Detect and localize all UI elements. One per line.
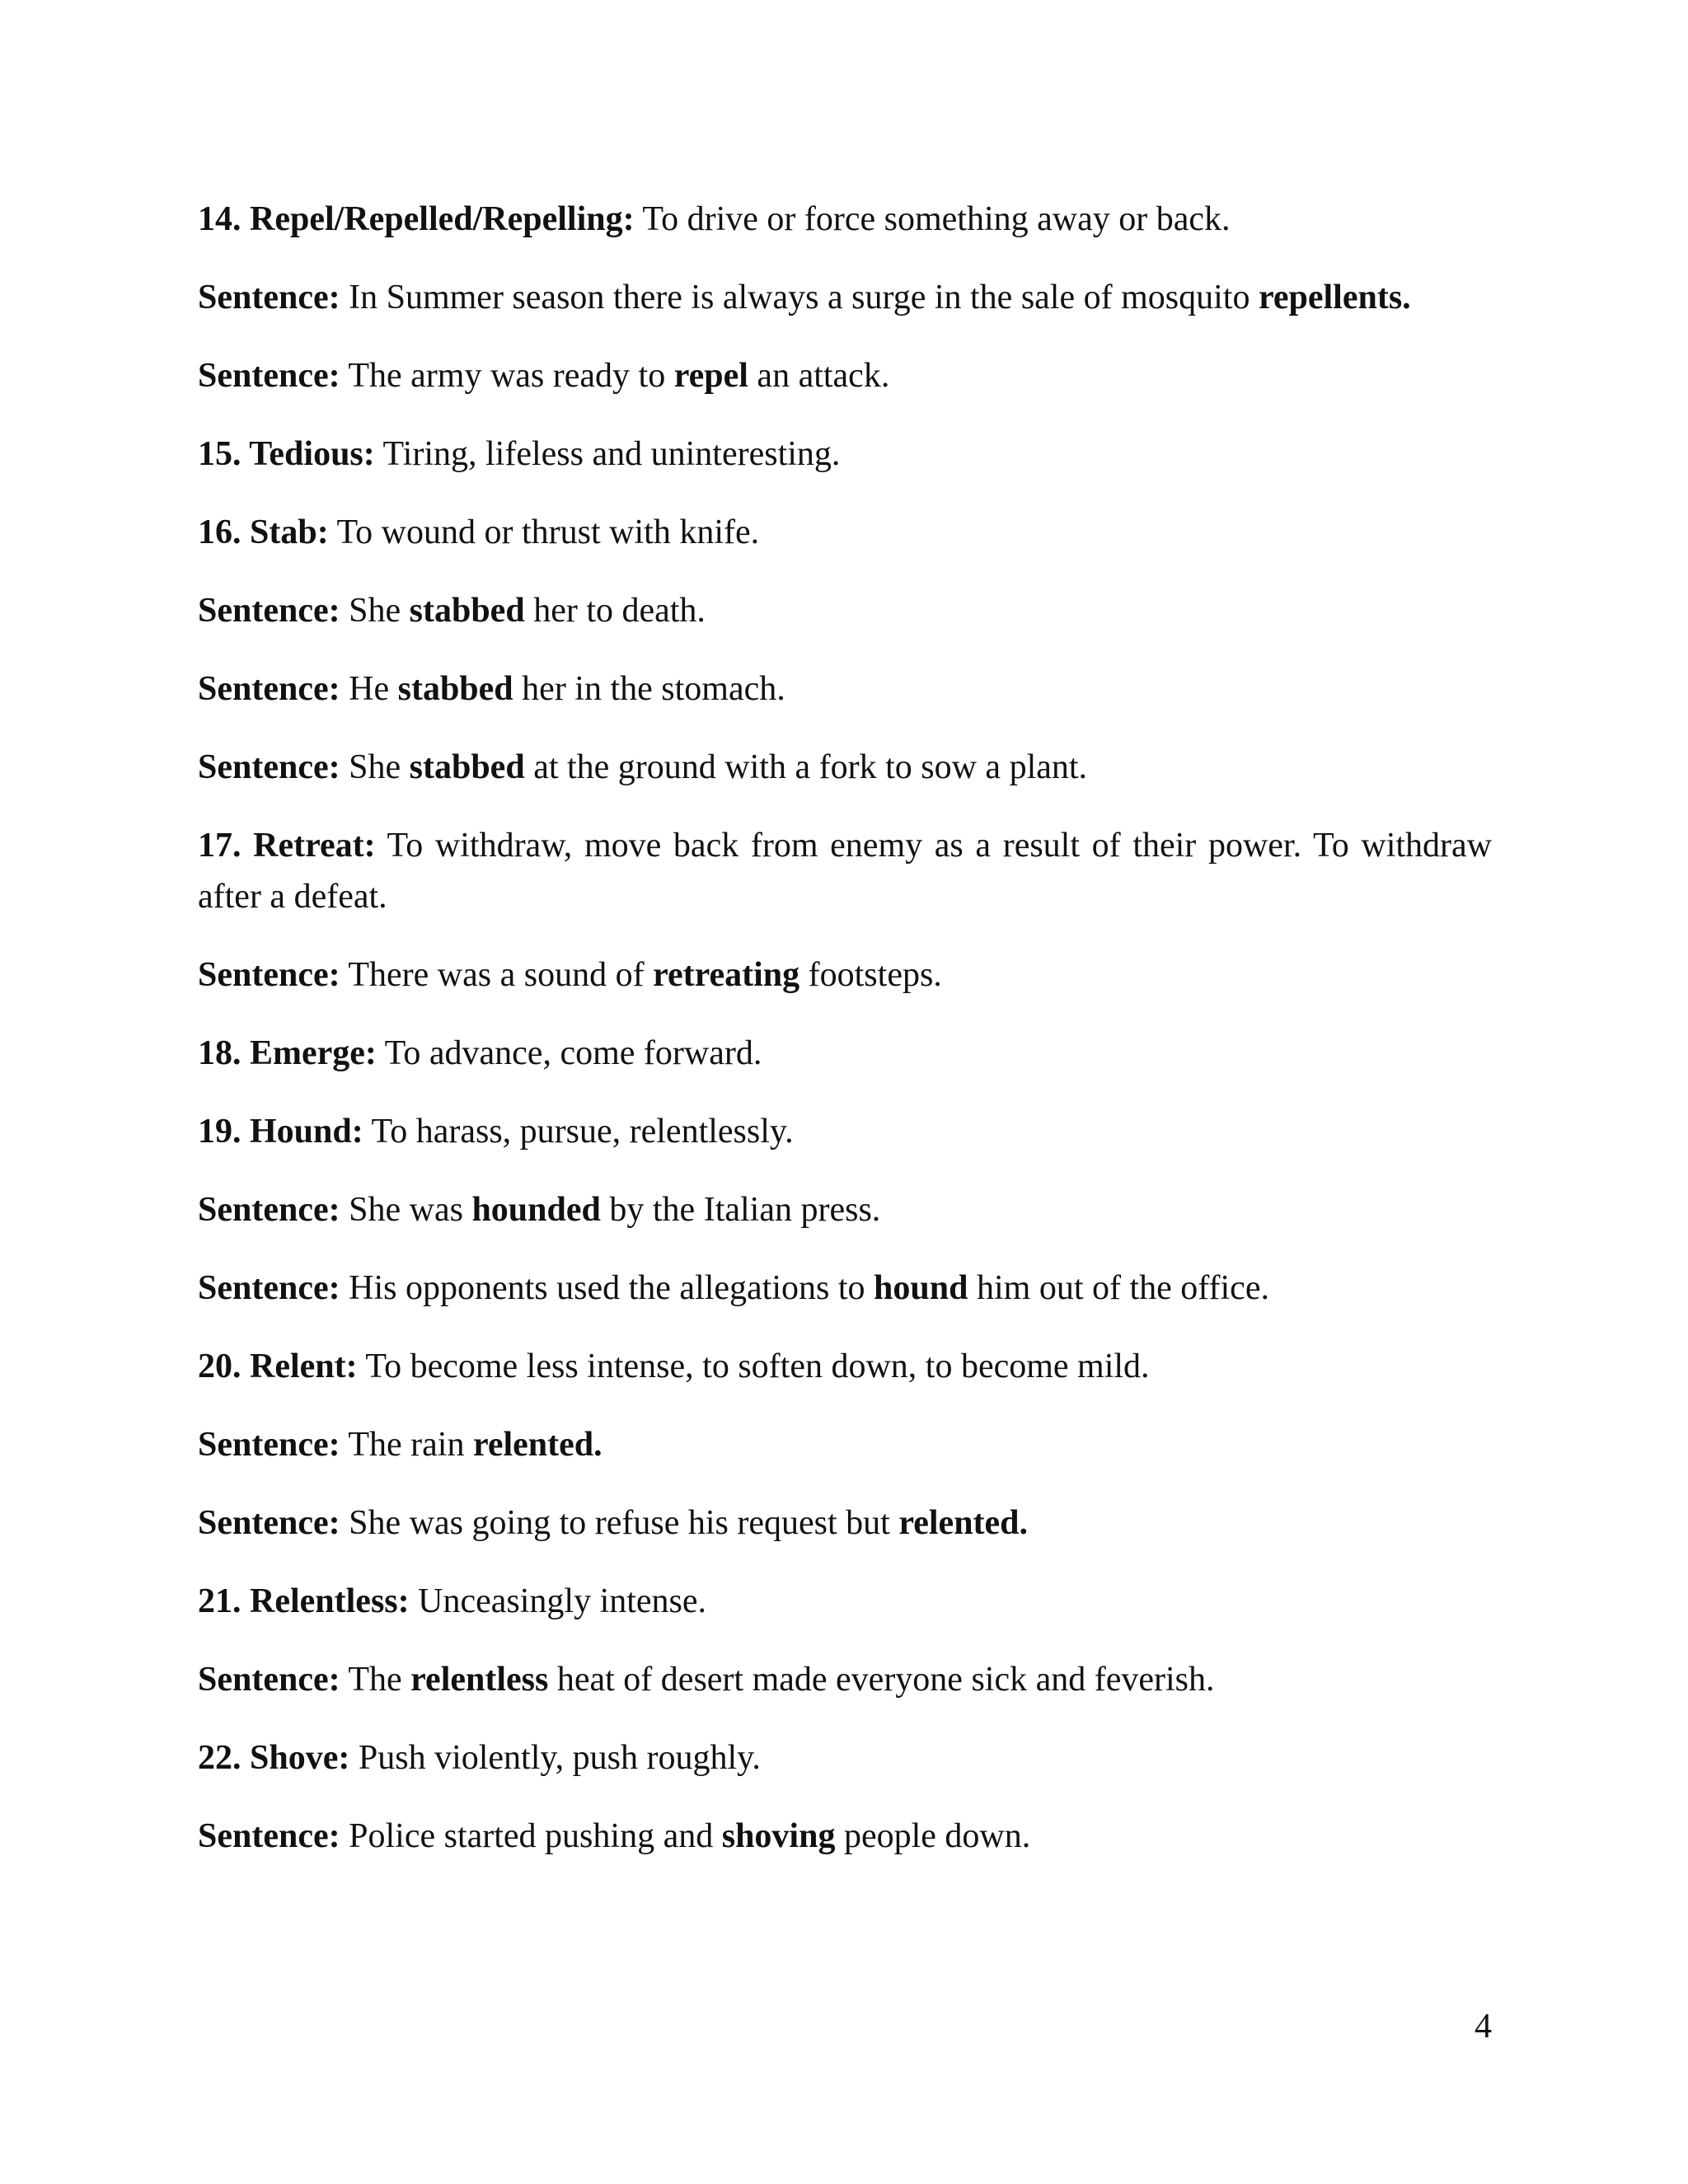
bold-term: relented. — [898, 1504, 1029, 1542]
text-segment: His opponents used the allegations to — [340, 1269, 874, 1307]
text-segment: Push violently, push roughly. — [349, 1739, 761, 1777]
bold-term: hounded — [471, 1191, 601, 1229]
bold-term: relentless — [410, 1661, 549, 1699]
example-sentence — [198, 1184, 1492, 1235]
bold-term: Sentence: — [198, 1817, 340, 1855]
example-sentence — [198, 742, 1492, 793]
bold-term: retreating — [653, 956, 800, 994]
bold-term: Sentence: — [198, 1426, 340, 1464]
document-page — [198, 194, 1492, 1889]
bold-term: 18. Emerge: — [198, 1034, 377, 1072]
text-segment: her to death. — [524, 592, 706, 630]
vocabulary-definition — [198, 1732, 1492, 1783]
text-segment: The rain — [340, 1426, 473, 1464]
text-segment: There was a sound of — [340, 956, 654, 994]
example-sentence — [198, 1654, 1492, 1705]
bold-term: Sentence: — [198, 670, 340, 708]
bold-term: Sentence: — [198, 357, 340, 395]
text-segment: To become less intense, to soften down, to become mild. — [357, 1347, 1150, 1385]
bold-term: hound — [874, 1269, 968, 1307]
bold-term: Sentence: — [198, 1661, 340, 1699]
bold-term: repellents. — [1258, 279, 1411, 316]
bold-term: Sentence: — [198, 1269, 340, 1307]
example-sentence — [198, 350, 1492, 401]
text-segment: Tiring, lifeless and uninteresting. — [374, 435, 841, 473]
example-sentence — [198, 1419, 1492, 1470]
text-segment: To harass, pursue, relentlessly. — [363, 1113, 794, 1151]
text-segment: at the ground with a fork to sow a plant. — [524, 748, 1088, 786]
vocabulary-definition — [198, 429, 1492, 480]
example-sentence — [198, 1811, 1492, 1862]
example-sentence — [198, 1263, 1492, 1314]
bold-term: 22. Shove: — [198, 1739, 350, 1777]
bold-term: Sentence: — [198, 956, 340, 994]
bold-term: shoving — [721, 1817, 836, 1855]
text-segment: heat of desert made everyone sick and feverish. — [548, 1661, 1215, 1699]
text-segment: To withdraw, move back from enemy as a result of their power. To withdraw after a defeat. — [198, 827, 1492, 916]
page-number: 4 — [1475, 2008, 1492, 2046]
vocabulary-definition — [198, 820, 1492, 922]
text-segment: The army was ready to — [340, 357, 674, 395]
text-segment: She was — [340, 1191, 472, 1229]
text-segment: by the Italian press. — [600, 1191, 881, 1229]
example-sentence — [198, 1497, 1492, 1549]
vocabulary-definition — [198, 507, 1492, 558]
text-segment: people down. — [835, 1817, 1031, 1855]
bold-term: relented. — [472, 1426, 603, 1464]
bold-term: 15. Tedious: — [198, 435, 375, 473]
bold-term: Sentence: — [198, 748, 340, 786]
vocabulary-definition — [198, 194, 1492, 245]
text-segment: She was going to refuse his request but — [340, 1504, 899, 1542]
vocabulary-definition — [198, 1106, 1492, 1157]
text-segment: He — [340, 670, 398, 708]
bold-term: stabbed — [409, 592, 525, 630]
text-segment: an attack. — [748, 357, 890, 395]
bold-term: stabbed — [397, 670, 513, 708]
bold-term: 20. Relent: — [198, 1347, 358, 1385]
example-sentence — [198, 949, 1492, 1001]
example-sentence — [198, 663, 1492, 715]
text-segment: To wound or thrust with knife. — [328, 513, 760, 551]
text-segment: She — [340, 592, 410, 630]
text-segment: her in the stomach. — [513, 670, 785, 708]
text-segment: To advance, come forward. — [376, 1034, 762, 1072]
example-sentence — [198, 585, 1492, 636]
vocabulary-definition — [198, 1028, 1492, 1079]
text-segment: Unceasingly intense. — [409, 1582, 707, 1620]
bold-term: Sentence: — [198, 592, 340, 630]
bold-term: Sentence: — [198, 1504, 340, 1542]
text-segment: The — [340, 1661, 411, 1699]
bold-term: 21. Relentless: — [198, 1582, 410, 1620]
bold-term: 14. Repel/Repelled/Repelling: — [198, 200, 635, 238]
vocabulary-definition — [198, 1576, 1492, 1627]
vocabulary-list — [198, 194, 1492, 1862]
bold-term: Sentence: — [198, 1191, 340, 1229]
text-segment: Police started pushing and — [340, 1817, 722, 1855]
text-segment: In Summer season there is always a surge in the sale of mosquito — [340, 279, 1259, 316]
text-segment: footsteps. — [799, 956, 942, 994]
text-segment: him out of the office. — [968, 1269, 1269, 1307]
bold-term: 17. Retreat: — [198, 827, 376, 865]
bold-term: 19. Hound: — [198, 1113, 363, 1151]
text-segment: To drive or force something away or back. — [634, 200, 1231, 238]
bold-term: repel — [673, 357, 748, 395]
bold-term: stabbed — [409, 748, 525, 786]
bold-term: 16. Stab: — [198, 513, 329, 551]
bold-term: Sentence: — [198, 279, 340, 316]
vocabulary-definition — [198, 1341, 1492, 1392]
example-sentence — [198, 272, 1492, 323]
text-segment: She — [340, 748, 410, 786]
